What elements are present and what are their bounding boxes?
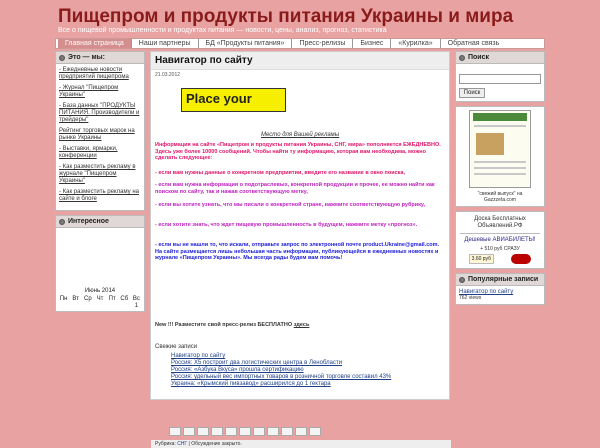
share-twitter-icon[interactable] (197, 427, 209, 436)
bullet-icon (59, 219, 65, 225)
calendar-month: Июнь 2014 (84, 288, 116, 294)
interesting-title: Интересное (68, 218, 109, 225)
tip-forecast: - если хотите знать, что ждет пищевую промышленность в будущем, нажмите метку «прогноз». (155, 222, 418, 228)
search-input[interactable] (459, 74, 541, 84)
share-email-icon[interactable] (267, 427, 279, 436)
ad-link[interactable]: Место для Вашей рекламы (261, 132, 340, 138)
classifieds-tag: 3.60 руб (469, 254, 494, 264)
share-vk-icon[interactable] (183, 427, 195, 436)
calendar-day-name: Чт (96, 296, 104, 302)
nav-item-partners[interactable]: Наши партнеры (132, 39, 199, 48)
share-livejournal-icon[interactable] (253, 427, 265, 436)
left-sidebar (55, 51, 145, 400)
recent-post-link[interactable]: Россия: «Азбука Вкуса» прошла сертификацию (171, 367, 304, 373)
about-link-exhibitions[interactable]: - Выставки, ярмарки, конференции (59, 146, 118, 159)
search-widget (455, 51, 545, 102)
recent-posts-title: Свежие записи (155, 344, 198, 350)
calendar-cell (58, 303, 69, 309)
calendar-day-name: Вс (132, 296, 140, 302)
calendar-cell (119, 303, 130, 309)
recent-post-link[interactable]: Навигатор по сайту (171, 353, 226, 359)
about-title: Это — мы: (68, 54, 105, 61)
nav-item-business[interactable]: Бизнес (353, 39, 391, 48)
about-link-rating[interactable]: Рейтинг торговых марок на рынке Украины (59, 128, 135, 141)
main-nav (55, 38, 545, 49)
bullet-icon (459, 277, 465, 283)
about-link-ad-journal[interactable]: - Как разместить рекламу в журнале "Пищепром Украины" (59, 164, 136, 184)
nav-item-home[interactable]: Главная страница (58, 39, 132, 48)
calendar-cell (107, 303, 118, 309)
calendar-cell[interactable]: 1 (134, 303, 139, 309)
airline-logo-icon (511, 254, 531, 264)
share-mailru-icon[interactable] (225, 427, 237, 436)
free-press-release (155, 322, 309, 328)
bullet-icon (59, 55, 65, 61)
nav-item-press-releases[interactable]: Пресс-релизы (292, 39, 353, 48)
calendar-cell (82, 303, 93, 309)
classifieds-widget (455, 211, 545, 269)
share-pinterest-icon[interactable] (295, 427, 307, 436)
rubric-note: | Обсуждение закрыто. (188, 441, 242, 447)
share-google-icon[interactable] (239, 427, 251, 436)
post-title[interactable]: Навигатор по сайту (151, 52, 449, 70)
recent-post-link[interactable]: Украина: «Крымский пивзавод» расширился до 1 гектара (171, 381, 331, 387)
about-link-journal[interactable]: - Журнал "Пищепром Украины" (59, 85, 119, 98)
site-title[interactable]: Пищепром и продукты питания Украины и мира (58, 6, 514, 27)
share-more-icon[interactable] (309, 427, 321, 436)
calendar-day-name: Ср (84, 296, 92, 302)
popular-widget (455, 273, 545, 305)
bullet-icon (459, 55, 465, 61)
rubric-link[interactable]: СНГ (177, 441, 188, 447)
search-title: Поиск (468, 54, 490, 61)
tip-contact: - если вы не нашли то, что искали, отправьте запрос по электронной почте product.Ukraine@gmail.com. На сайте размещается лишь небольшая часть информации, публикующейся в ежедневных новостях и журнале «Пищепром Украины». Мы всегда рады будем вам помочь! (155, 242, 440, 261)
magazine-caption[interactable]: "свежий выпуск" на Gazzzeta.com (477, 191, 523, 203)
interesting-widget (55, 215, 145, 312)
magazine-widget (455, 106, 545, 207)
right-sidebar (455, 51, 545, 400)
about-link-ad-site[interactable]: - Как разместить рекламу на сайте и блоге (59, 189, 139, 202)
calendar-day-name: Пн (59, 296, 68, 302)
rubric-label: Рубрика: (155, 441, 176, 447)
ad-banner[interactable]: Place your (181, 88, 286, 112)
about-widget (55, 51, 145, 211)
about-link-database[interactable]: - База данных "ПРОДУКТЫ ПИТАНИЯ. Производители и трейдеры" (59, 103, 140, 123)
about-link-news[interactable]: - Ежедневные новости предприятий пищепрома (59, 67, 129, 80)
calendar-day-name: Сб (120, 296, 129, 302)
site-tagline: Все о пищевой промышленности и продуктах питания — новости, цены, анализ, прогноз, статистика (58, 27, 387, 34)
recent-post-link[interactable]: Россия: удельный вес импортных товаров в розничной торговле составил 43% (171, 374, 392, 380)
share-facebook-icon[interactable] (169, 427, 181, 436)
recent-posts-list (171, 353, 441, 388)
classifieds-price: + 510 руб СРАЗУ (480, 246, 520, 252)
site-header (0, 0, 600, 38)
share-odnoklassniki-icon[interactable] (211, 427, 223, 436)
classifieds-title[interactable]: Доска Бесплатных Объявлений.РФ (460, 216, 540, 234)
calendar-cell (94, 303, 105, 309)
magazine-cover[interactable] (469, 110, 531, 188)
popular-title: Популярные записи (468, 276, 539, 283)
tip-subsector: - если вам нужна информация о подотраслевых, конкретной продукции и прочее, ее можно найти как поиском по сайту, так и нажав соответствующую метку, (155, 182, 435, 195)
popular-post-views: 762 views (459, 295, 482, 301)
calendar-cell (70, 303, 81, 309)
tip-company: - если вам нужны данные о конкретном предприятии, введите его название в окно поиска, (155, 170, 406, 176)
info-paragraph: Информация на сайте «Пищепром и продукты питания Украины, СНГ, мира» пополняется ЕЖЕДНЕВНО. Здесь уже более 10000 сообщений. Чтобы найти ту информацию, которая вам необходима, можно сделать следующее: (155, 142, 441, 161)
nav-item-feedback[interactable]: Обратная связь (447, 40, 500, 47)
free-press-release-link[interactable]: здесь (293, 322, 310, 328)
popular-post-link[interactable]: Навигатор по сайту (459, 289, 514, 295)
calendar-day-name: Пт (108, 296, 116, 302)
post-meta (151, 440, 451, 448)
share-blogger-icon[interactable] (281, 427, 293, 436)
search-button[interactable]: Поиск (459, 88, 485, 98)
classifieds-subtitle[interactable]: Дешевые АВИАБИЛЕТЫ! (464, 237, 536, 243)
share-buttons (169, 427, 321, 436)
free-press-release-text: New !!! Разместите свой пресс-релиз БЕСПЛАТНО (155, 322, 293, 328)
calendar (56, 286, 144, 311)
main-content (150, 51, 450, 447)
calendar-day-name: Вт (72, 296, 79, 302)
tip-country: - если вы хотите узнать, что мы писали о конкретной стране, нажмите соответствующую рубрику, (155, 202, 426, 208)
nav-item-smoking-room[interactable]: «Курилка» (391, 39, 440, 48)
nav-item-database[interactable]: БД «Продукты питания» (199, 39, 293, 48)
post-date: 21.03.2012 (155, 72, 181, 78)
recent-post-link[interactable]: Россия: X5 построит два логистических центра в Ленобласти (171, 360, 343, 366)
